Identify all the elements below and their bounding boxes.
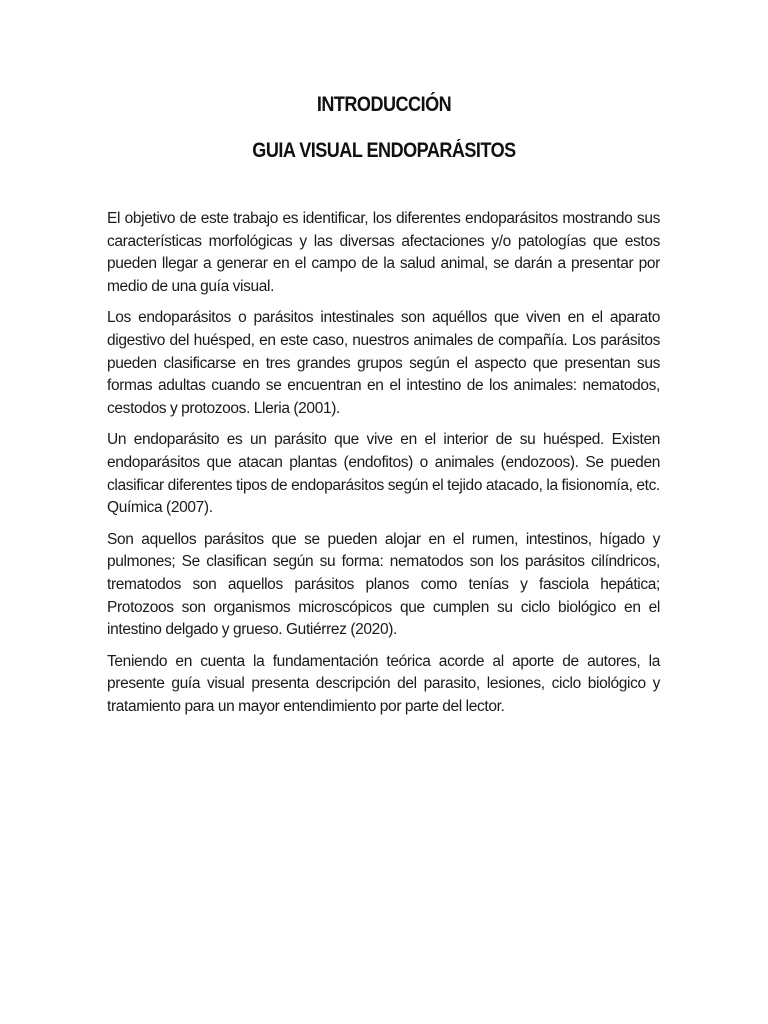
paragraph-classification: Son aquellos parásitos que se pueden alojar en el rumen, intestinos, hígado y pulmones; Se clasifican según su forma: nematodos son los parásitos cilíndricos, trematodos son aquellos parásitos planos como tenías y fasciola hepática; Protozoos son organismos microscópicos que cumplen su ciclo biológico en el intestino delgado y grueso. Gutiérrez (2020).	[107, 530, 660, 639]
paragraph-definition: Los endoparásitos o parásitos intestinales son aquéllos que viven en el aparato digestivo del huésped, en este caso, nuestros animales de compañía. Los parásitos pueden clasificarse en tres grandes grupos según el aspecto que presentan sus formas adultas cuando se encuentran en el intestino de los animales: nematodos, cestodos y protozoos. Lleria (2001).	[107, 309, 660, 417]
title-block	[0, 92, 768, 164]
paragraph-guide-content: Teniendo en cuenta la fundamentación teórica acorde al aporte de autores, la presente guía visual presenta descripción del parasito, lesiones, ciclo biológico y tratamiento para un mayor entendimiento por parte del lector.	[107, 652, 660, 715]
paragraph-endoparasite: Un endoparásito es un parásito que vive en el interior de su huésped. Existen endoparásitos que atacan plantas (endofitos) o animales (endozoos). Se pueden clasificar diferentes tipos de endoparásitos según el tejido atacado, la fisionomía, etc. Química (2007).	[107, 431, 660, 517]
section-title: INTRODUCCIÓN	[316, 93, 452, 116]
body-text	[107, 208, 660, 727]
document-title: GUIA VISUAL ENDOPARÁSITOS	[252, 139, 516, 162]
paragraph-objective: El objetivo de este trabajo es identificar, los diferentes endoparásitos mostrando sus características morfológicas y las diversas afectaciones y/o patologías que estos pueden llegar a generar en el campo de la salud animal, se darán a presentar por medio de una guía visual.	[107, 210, 660, 295]
